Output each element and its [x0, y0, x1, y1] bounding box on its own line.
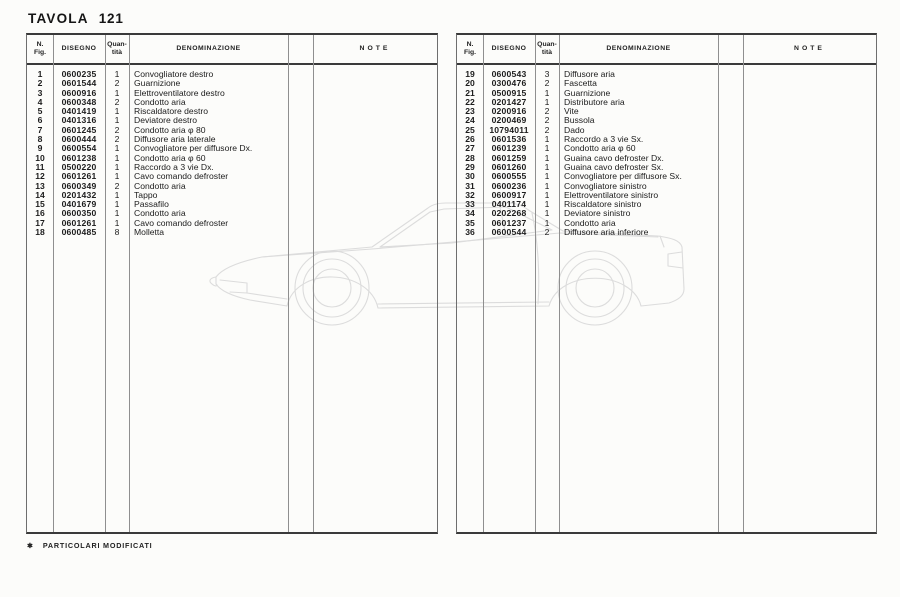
cell-fig: 26	[465, 134, 475, 145]
cell-qty: 2	[544, 227, 550, 238]
cell-qty: 1	[114, 152, 120, 163]
cell-qty: 1	[544, 134, 550, 145]
cell-disegno: 0600349	[61, 180, 97, 191]
cell-fig: 30	[465, 171, 475, 182]
cell-disegno: 0201432	[61, 189, 97, 200]
cell-fig: 25	[465, 124, 475, 135]
cell-disegno: 0600917	[491, 189, 527, 200]
cell-qty: 1	[544, 208, 550, 219]
cell-disegno: 0600236	[491, 180, 527, 191]
cell-qty: 2	[114, 134, 120, 145]
cell-den: Convogliatore sinistro	[564, 181, 647, 191]
cell-den: Guarnizione	[134, 79, 181, 89]
cell-qty: 1	[544, 87, 550, 98]
cell-den: Raccordo a 3 vie Dx.	[134, 162, 214, 172]
cell-den: Elettroventilatore destro	[134, 88, 225, 98]
cell-den: Raccordo a 3 vie Sx.	[564, 135, 644, 145]
cell-disegno: 0601544	[61, 78, 97, 89]
cell-qty: 1	[114, 87, 120, 98]
cell-fig: 13	[35, 180, 45, 191]
cell-qty: 2	[544, 115, 550, 126]
column-header-note: NOTE	[359, 45, 391, 53]
cell-den: Guaina cavo defroster Dx.	[564, 153, 664, 163]
cell-qty: 1	[544, 217, 550, 228]
cell-fig: 1	[37, 69, 43, 79]
cell-den: Riscaldatore destro	[134, 107, 209, 117]
cell-fig: 15	[35, 199, 45, 210]
cell-disegno: 0601245	[61, 124, 97, 135]
cell-fig: 20	[465, 78, 475, 89]
cell-den: Deviatore destro	[134, 116, 198, 126]
cell-fig: 31	[465, 180, 475, 191]
column-divider	[105, 35, 106, 532]
cell-disegno: 0601261	[61, 171, 97, 182]
cell-qty: 2	[114, 78, 120, 89]
cell-disegno: 0200469	[491, 115, 527, 126]
parts-table-right	[456, 33, 877, 534]
cell-fig: 9	[37, 143, 43, 154]
column-divider	[129, 35, 130, 532]
cell-fig: 5	[37, 106, 43, 117]
column-header-denominazione: DENOMINAZIONE	[176, 45, 241, 53]
footnote	[27, 541, 152, 550]
cell-den: Diffusore aria laterale	[134, 135, 216, 145]
page-title-label: TAVOLA	[28, 11, 89, 26]
column-divider	[483, 35, 484, 532]
cell-fig: 19	[465, 69, 475, 79]
cell-den: Diffusore aria	[564, 70, 615, 79]
column-header-disegno: DISEGNO	[491, 45, 527, 53]
cell-qty: 8	[114, 227, 120, 238]
cell-disegno: 0500915	[491, 87, 527, 98]
cell-disegno: 0401174	[491, 199, 527, 210]
cell-den: Condotto aria φ 60	[564, 144, 636, 154]
cell-qty: 1	[544, 199, 550, 210]
parts-table-left	[26, 33, 438, 534]
cell-qty: 1	[544, 152, 550, 163]
cell-disegno: 0201427	[491, 96, 527, 107]
cell-qty: 1	[544, 189, 550, 200]
cell-disegno: 0601536	[491, 134, 527, 145]
cell-qty: 1	[544, 143, 550, 154]
cell-den: Molletta	[134, 228, 165, 238]
cell-disegno: 0601260	[491, 161, 527, 172]
cell-den: Cavo comando defroster	[134, 218, 229, 228]
cell-qty: 1	[114, 217, 120, 228]
cell-disegno: 0600554	[61, 143, 97, 154]
cell-disegno: 0401679	[61, 199, 97, 210]
cell-fig: 6	[37, 115, 43, 126]
column-divider	[288, 35, 289, 532]
cell-qty: 1	[544, 180, 550, 191]
cell-fig: 27	[465, 143, 475, 154]
table-row	[27, 228, 437, 237]
column-header-qty: Quan- tità	[537, 41, 557, 56]
table-body	[457, 65, 876, 237]
cell-den: Tappo	[134, 190, 158, 200]
cell-fig: 21	[465, 87, 475, 98]
cell-qty: 1	[114, 69, 120, 79]
modified-parts-symbol: ✱	[27, 542, 33, 550]
cell-fig: 10	[35, 152, 45, 163]
cell-disegno: 0600543	[491, 69, 527, 79]
cell-den: Guarnizione	[564, 88, 611, 98]
cell-fig: 18	[35, 227, 45, 238]
cell-disegno: 0600348	[61, 96, 97, 107]
cell-den: Passafilo	[134, 200, 169, 210]
cell-fig: 28	[465, 152, 475, 163]
cell-disegno: 10794011	[489, 124, 529, 135]
cell-fig: 14	[35, 189, 45, 200]
column-divider	[743, 35, 744, 532]
column-divider	[53, 35, 54, 532]
cell-fig: 24	[465, 115, 475, 126]
cell-disegno: 0601259	[491, 152, 527, 163]
cell-den: Convogliatore destro	[134, 70, 214, 79]
cell-disegno: 0600235	[61, 69, 97, 79]
cell-fig: 22	[465, 96, 475, 107]
page-title-number: 121	[98, 11, 124, 26]
cell-qty: 1	[544, 161, 550, 172]
cell-qty: 2	[544, 78, 550, 89]
column-divider	[718, 35, 719, 532]
cell-qty: 1	[114, 161, 120, 172]
cell-disegno: 0202268	[491, 208, 527, 219]
cell-den: Fascetta	[564, 79, 597, 89]
cell-disegno: 0600350	[61, 208, 97, 219]
cell-fig: 32	[465, 189, 475, 200]
cell-den: Distributore aria	[564, 97, 625, 107]
cell-disegno: 0500220	[61, 161, 97, 172]
cell-den: Condotto aria	[564, 218, 616, 228]
cell-den: Condotto aria φ 60	[134, 153, 206, 163]
cell-qty: 1	[544, 171, 550, 182]
cell-qty: 1	[114, 143, 120, 154]
table-row	[457, 228, 876, 237]
cell-qty: 1	[114, 208, 120, 219]
cell-fig: 2	[37, 78, 43, 89]
cell-den: Condotto aria	[134, 209, 186, 219]
cell-den: Condotto aria φ 80	[134, 125, 206, 135]
cell-den: Deviatore sinistro	[564, 209, 631, 219]
cell-den: Elettroventilatore sinistro	[564, 190, 659, 200]
cell-fig: 11	[35, 161, 45, 172]
cell-qty: 2	[114, 96, 120, 107]
cell-qty: 3	[544, 69, 550, 79]
cell-fig: 7	[37, 124, 43, 135]
cell-qty: 1	[114, 171, 120, 182]
table-header-row	[457, 35, 876, 65]
cell-den: Guaina cavo defroster Sx.	[564, 162, 664, 172]
cell-den: Bussola	[564, 116, 595, 126]
column-divider	[559, 35, 560, 532]
cell-disegno: 0600444	[61, 134, 97, 145]
page-title	[28, 11, 124, 26]
cell-qty: 1	[114, 189, 120, 200]
cell-fig: 35	[465, 217, 475, 228]
column-header-fig: N. Fig.	[33, 41, 47, 56]
cell-disegno: 0600916	[61, 87, 97, 98]
table-header-row	[27, 35, 437, 65]
cell-fig: 4	[37, 96, 43, 107]
column-header-denominazione: DENOMINAZIONE	[606, 45, 671, 53]
column-header-qty: Quan- tità	[107, 41, 127, 56]
cell-den: Dado	[564, 125, 585, 135]
cell-fig: 29	[465, 161, 475, 172]
cell-qty: 1	[114, 199, 120, 210]
cell-fig: 16	[35, 208, 45, 219]
cell-den: Condotto aria	[134, 181, 186, 191]
cell-disegno: 0401419	[61, 106, 97, 117]
footnote-text: PARTICOLARI MODIFICATI	[42, 541, 153, 550]
cell-disegno: 0600485	[61, 227, 97, 238]
cell-den: Convogliatore per diffusore Sx.	[564, 172, 682, 182]
cell-fig: 17	[35, 217, 45, 228]
cell-qty: 2	[114, 124, 120, 135]
cell-disegno: 0300476	[491, 78, 527, 89]
cell-den: Condotto aria	[134, 97, 186, 107]
cell-qty: 2	[544, 124, 550, 135]
cell-qty: 1	[114, 115, 120, 126]
cell-disegno: 0401316	[61, 115, 97, 126]
cell-fig: 23	[465, 106, 475, 117]
column-header-disegno: DISEGNO	[61, 45, 97, 53]
cell-qty: 2	[114, 180, 120, 191]
cell-disegno: 0601239	[491, 143, 527, 154]
cell-fig: 33	[465, 199, 475, 210]
cell-fig: 3	[37, 87, 43, 98]
cell-den: Convogliatore per diffusore Dx.	[134, 144, 253, 154]
cell-qty: 1	[114, 106, 120, 117]
cell-den: Diffusore aria inferiore	[564, 228, 649, 238]
cell-disegno: 0601238	[61, 152, 97, 163]
column-divider	[313, 35, 314, 532]
column-header-fig: N. Fig.	[463, 41, 477, 56]
cell-fig: 12	[35, 171, 45, 182]
table-body	[27, 65, 437, 237]
cell-fig: 34	[465, 208, 475, 219]
cell-disegno: 0600555	[491, 171, 527, 182]
cell-den: Riscaldatore sinistro	[564, 200, 642, 210]
cell-qty: 1	[544, 96, 550, 107]
cell-disegno: 0200916	[491, 106, 527, 117]
cell-qty: 2	[544, 106, 550, 117]
cell-den: Cavo comando defroster	[134, 172, 229, 182]
cell-disegno: 0601237	[491, 217, 527, 228]
cell-disegno: 0601261	[61, 217, 97, 228]
cell-den: Vite	[564, 107, 579, 117]
cell-fig: 8	[37, 134, 43, 145]
column-divider	[535, 35, 536, 532]
cell-disegno: 0600544	[491, 227, 527, 238]
column-header-note: NOTE	[794, 45, 825, 53]
cell-fig: 36	[465, 227, 475, 238]
